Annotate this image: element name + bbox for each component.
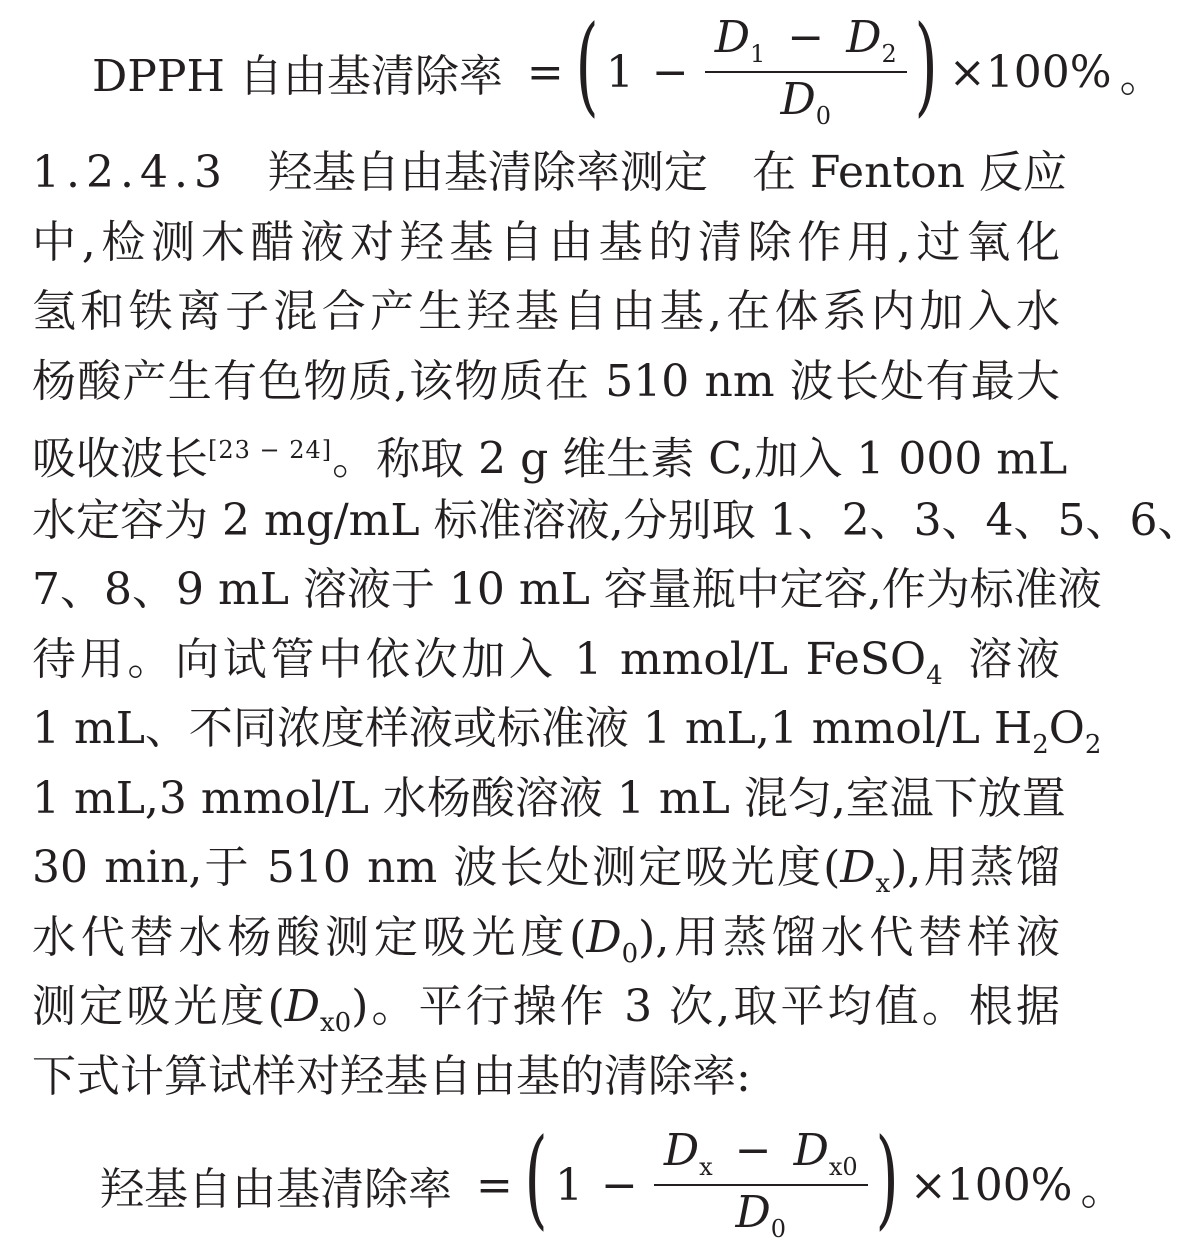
subscript: x0 xyxy=(319,1008,352,1038)
text-run: 水代替水杨酸测定吸光度( xyxy=(32,911,587,963)
subscript: x xyxy=(875,869,891,899)
subscript: 2 xyxy=(881,39,897,68)
text-run: 。称取 2 g 维生素 C,加入 1 000 mL xyxy=(332,433,1068,485)
text-line xyxy=(32,625,1060,695)
fraction-denominator xyxy=(770,74,841,130)
var-d: D xyxy=(840,842,876,893)
minus-sign: − xyxy=(734,1125,772,1177)
minus-sign: − xyxy=(787,12,825,64)
full-stop: 。 xyxy=(1119,51,1164,102)
text-run: 1 mL、不同浓度样液或标准液 1 mL,1 mmol/L H xyxy=(32,703,1033,754)
text-line xyxy=(32,972,1060,1042)
subscript: 2 xyxy=(1084,730,1102,760)
fraction-bar xyxy=(654,1184,868,1186)
hydroxyl-formula xyxy=(0,1116,1125,1248)
minus-sign: − xyxy=(651,46,689,98)
constant-one: 1 xyxy=(555,1159,584,1211)
subscript: 0 xyxy=(770,1214,787,1243)
text-line xyxy=(32,903,1060,973)
full-stop: 。 xyxy=(1080,1164,1125,1215)
text-run: ),用蒸馏水代替样液 xyxy=(638,911,1060,963)
text-run: 溶液 xyxy=(964,633,1060,685)
text-line: 1 mL,3 mmol/L 水杨酸溶液 1 mL 混匀,室温下放置 xyxy=(32,772,1066,824)
text-line: 氢和铁离子混合产生羟基自由基,在体系内加入水 xyxy=(32,286,1060,337)
var-d: D xyxy=(284,981,320,1032)
times-sign: × xyxy=(909,1159,947,1211)
var-d: D xyxy=(780,74,816,125)
section-title: 羟基自由基清除率测定 xyxy=(267,147,708,198)
var-d: D xyxy=(714,12,751,64)
var-d: D xyxy=(846,12,882,64)
hydroxyl-formula-label: 羟基自由基清除率 xyxy=(100,1164,452,1215)
subscript: 0 xyxy=(621,938,639,969)
citation: [23 − 24] xyxy=(208,436,333,464)
var-d: D xyxy=(586,911,622,963)
percent-value: 100% xyxy=(946,1159,1073,1211)
dpph-formula xyxy=(0,3,1164,132)
fraction xyxy=(705,12,907,130)
left-parenthesis: ( xyxy=(524,1116,548,1241)
text-line: 杨酸产生有色物质,该物质在 510 nm 波长处有最大 xyxy=(32,355,1060,407)
fraction-numerator xyxy=(705,12,907,68)
left-parenthesis: ( xyxy=(575,3,599,128)
subscript: 1 xyxy=(750,39,766,68)
fraction-numerator xyxy=(654,1125,868,1181)
text-line: 水定容为 2 mg/mL 标准溶液,分别取 1、2、3、4、5、6、 xyxy=(32,494,1202,546)
section-number: 1.2.4.3 xyxy=(32,147,228,198)
fraction-bar xyxy=(705,71,907,73)
right-parenthesis: ) xyxy=(914,3,938,128)
var-d: D xyxy=(663,1125,700,1177)
fraction-denominator xyxy=(726,1187,797,1243)
text-line: 下式计算试样对羟基自由基的清除率: xyxy=(32,1050,751,1102)
percent-value: 100% xyxy=(985,46,1112,98)
text-run: 30 min,于 510 nm 波长处测定吸光度( xyxy=(32,842,841,893)
equals-sign: = xyxy=(476,1159,513,1211)
fraction xyxy=(654,1125,868,1243)
var-d: D xyxy=(793,1125,829,1177)
text-line xyxy=(32,138,1067,208)
right-parenthesis: ) xyxy=(875,1116,899,1241)
text-line: 中,检测木醋液对羟基自由基的清除作用,过氧化 xyxy=(32,216,1060,268)
equals-sign: = xyxy=(526,46,564,98)
text-run: 在 Fenton 反应 xyxy=(751,147,1067,198)
subscript: 0 xyxy=(815,101,832,130)
subscript: 4 xyxy=(926,660,943,691)
text-line xyxy=(32,416,1068,486)
text-run: O xyxy=(1048,703,1085,754)
minus-sign: − xyxy=(601,1159,638,1211)
text-line: 7、8、9 mL 溶液于 10 mL 容量瓶中定容,作为标准液 xyxy=(32,564,1102,615)
text-line xyxy=(32,833,1060,903)
text-run: 待用。向试管中依次加入 1 mmol/L FeSO xyxy=(32,633,927,685)
text-run: )。平行操作 3 次,取平均值。根据 xyxy=(351,981,1060,1032)
dpph-formula-label: DPPH 自由基清除率 xyxy=(92,51,503,102)
text-run: 测定吸光度( xyxy=(32,981,285,1032)
text-run: 吸收波长 xyxy=(32,433,208,485)
subscript: x0 xyxy=(828,1152,858,1181)
constant-one: 1 xyxy=(605,46,634,98)
times-sign: × xyxy=(948,46,986,98)
var-d: D xyxy=(735,1187,771,1238)
section-paragraph xyxy=(32,138,1202,1111)
text-run: ),用蒸馏 xyxy=(890,842,1060,893)
subscript: 2 xyxy=(1032,730,1049,760)
subscript: x xyxy=(699,1152,713,1181)
text-line xyxy=(32,694,1102,764)
